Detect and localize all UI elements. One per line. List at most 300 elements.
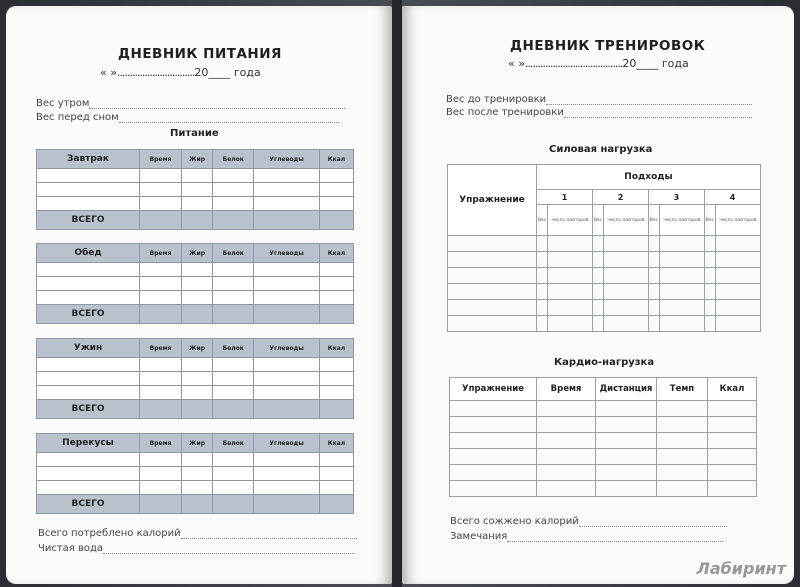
entry-cell[interactable] <box>659 236 704 252</box>
entry-cell[interactable] <box>182 372 213 386</box>
entry-cell[interactable] <box>604 284 649 300</box>
entry-cell[interactable] <box>448 252 537 268</box>
total-label: ВСЕГО <box>37 305 140 324</box>
entry-cell[interactable] <box>657 417 708 433</box>
total-cell[interactable] <box>140 400 182 419</box>
total-cell[interactable] <box>213 495 254 514</box>
entry-cell[interactable] <box>596 433 657 449</box>
cardio-entry-row[interactable] <box>450 401 757 417</box>
entry-cell[interactable] <box>319 372 353 386</box>
entry-cell[interactable] <box>254 277 320 291</box>
total-cell[interactable] <box>140 211 182 230</box>
total-cell[interactable] <box>182 400 213 419</box>
meal-total-row <box>37 400 354 419</box>
entry-cell[interactable] <box>715 236 760 252</box>
column-header: Углеводы <box>254 150 320 169</box>
entry-cell[interactable] <box>715 268 760 284</box>
entry-cell[interactable] <box>537 401 596 417</box>
meal-total-row <box>37 211 354 230</box>
entry-cell[interactable] <box>254 169 320 183</box>
entry-cell[interactable] <box>604 316 649 332</box>
entry-cell[interactable] <box>319 277 353 291</box>
entry-cell[interactable] <box>448 300 537 316</box>
nutrition-diary-page <box>6 6 392 584</box>
field-label: Замечания <box>450 531 508 542</box>
entry-cell[interactable] <box>140 169 182 183</box>
meal-entry-row[interactable] <box>37 263 354 277</box>
entry-cell[interactable] <box>254 453 320 467</box>
set-number: 4 <box>704 190 760 205</box>
date-line: « ».......................................20____ года <box>508 57 689 70</box>
column-header: Ккал <box>319 434 353 453</box>
weight-before-sleep-field[interactable] <box>36 112 339 123</box>
total-cell[interactable] <box>319 305 353 324</box>
cardio-heading: Кардио-нагрузка <box>554 357 655 368</box>
date-line: « »...............................20____ года <box>100 66 261 79</box>
meal-total-row <box>37 495 354 514</box>
entry-cell[interactable] <box>140 481 182 495</box>
entry-cell[interactable] <box>213 358 254 372</box>
entry-cell[interactable] <box>254 358 320 372</box>
burned-calories-field[interactable] <box>450 516 727 527</box>
entry-cell[interactable] <box>448 268 537 284</box>
date-year: 20 <box>622 57 637 70</box>
entry-cell[interactable] <box>182 197 213 211</box>
entry-cell[interactable] <box>182 358 213 372</box>
labirint-watermark: Лабиринт <box>696 559 786 578</box>
column-header: Время <box>140 339 182 358</box>
entry-cell[interactable] <box>37 263 140 277</box>
entry-cell[interactable] <box>648 236 659 252</box>
entry-cell[interactable] <box>708 481 757 497</box>
entry-cell[interactable] <box>708 417 757 433</box>
date-suffix: года <box>233 66 261 79</box>
entry-cell[interactable] <box>37 183 140 197</box>
meal-entry-row[interactable] <box>37 277 354 291</box>
entry-cell[interactable] <box>596 465 657 481</box>
page-title: ДНЕВНИК ПИТАНИЯ <box>118 46 282 62</box>
entry-cell[interactable] <box>548 268 593 284</box>
field-line <box>103 543 355 554</box>
entry-cell[interactable] <box>213 183 254 197</box>
meal-entry-row[interactable] <box>37 169 354 183</box>
date-dots: ............................... <box>116 66 195 79</box>
column-header: Жир <box>182 339 213 358</box>
entry-cell[interactable] <box>537 284 548 300</box>
entry-cell[interactable] <box>604 252 649 268</box>
entry-cell[interactable] <box>140 467 182 481</box>
entry-cell[interactable] <box>537 236 548 252</box>
entry-cell[interactable] <box>715 284 760 300</box>
entry-cell[interactable] <box>659 300 704 316</box>
entry-cell[interactable] <box>537 316 548 332</box>
meal-name: Завтрак <box>37 150 140 169</box>
entry-cell[interactable] <box>537 465 596 481</box>
strength-table <box>447 164 761 332</box>
entry-cell[interactable] <box>659 316 704 332</box>
cardio-entry-row[interactable] <box>450 449 757 465</box>
entry-cell[interactable] <box>140 183 182 197</box>
column-header: Белок <box>213 150 254 169</box>
entry-cell[interactable] <box>254 197 320 211</box>
entry-cell[interactable] <box>715 252 760 268</box>
entry-cell[interactable] <box>140 358 182 372</box>
field-line <box>546 94 752 105</box>
total-cell[interactable] <box>213 211 254 230</box>
entry-cell[interactable] <box>140 453 182 467</box>
set-reps-subheader: число повторов <box>715 205 760 236</box>
meal-table <box>36 243 354 324</box>
meal-header-row <box>37 339 354 358</box>
entry-cell[interactable] <box>319 481 353 495</box>
entry-cell[interactable] <box>254 372 320 386</box>
entry-cell[interactable] <box>450 433 537 449</box>
entry-cell[interactable] <box>657 481 708 497</box>
date-quotes: « » <box>100 66 117 79</box>
total-cell[interactable] <box>213 400 254 419</box>
meal-table <box>36 338 354 419</box>
entry-cell[interactable] <box>537 481 596 497</box>
strength-entry-row[interactable] <box>448 316 761 332</box>
meal-table <box>36 433 354 514</box>
cardio-column-header: Ккал <box>708 378 757 401</box>
entry-cell[interactable] <box>648 268 659 284</box>
entry-cell[interactable] <box>548 316 593 332</box>
entry-cell[interactable] <box>140 197 182 211</box>
entry-cell[interactable] <box>37 467 140 481</box>
entry-cell[interactable] <box>182 263 213 277</box>
entry-cell[interactable] <box>182 481 213 495</box>
field-line <box>89 98 345 109</box>
column-header: Ккал <box>319 339 353 358</box>
column-header: Углеводы <box>254 434 320 453</box>
meal-entry-row[interactable] <box>37 183 354 197</box>
entry-cell[interactable] <box>213 277 254 291</box>
entry-cell[interactable] <box>704 284 715 300</box>
total-calories-field[interactable] <box>38 528 357 539</box>
field-line <box>181 528 357 539</box>
entry-cell[interactable] <box>450 449 537 465</box>
strength-entry-row[interactable] <box>448 236 761 252</box>
entry-cell[interactable] <box>704 316 715 332</box>
column-header: Время <box>140 244 182 263</box>
entry-cell[interactable] <box>254 183 320 197</box>
page-title: ДНЕВНИК ТРЕНИРОВОК <box>510 38 706 54</box>
entry-cell[interactable] <box>37 277 140 291</box>
book-spine <box>392 0 402 587</box>
set-weight-subheader: Вес <box>704 205 715 236</box>
strength-entry-row[interactable] <box>448 252 761 268</box>
field-label: Всего потреблено калорий <box>38 528 181 539</box>
entry-cell[interactable] <box>448 284 537 300</box>
entry-cell[interactable] <box>182 453 213 467</box>
entry-cell[interactable] <box>254 386 320 400</box>
entry-cell[interactable] <box>140 291 182 305</box>
meal-header-row <box>37 434 354 453</box>
entry-cell[interactable] <box>182 386 213 400</box>
entry-cell[interactable] <box>715 316 760 332</box>
entry-cell[interactable] <box>254 263 320 277</box>
entry-cell[interactable] <box>37 169 140 183</box>
entry-cell[interactable] <box>450 417 537 433</box>
entry-cell[interactable] <box>319 358 353 372</box>
entry-cell[interactable] <box>659 252 704 268</box>
field-label: Вес перед сном <box>36 112 119 123</box>
entry-cell[interactable] <box>319 197 353 211</box>
entry-cell[interactable] <box>704 236 715 252</box>
total-cell[interactable] <box>254 495 320 514</box>
entry-cell[interactable] <box>708 433 757 449</box>
cardio-entry-row[interactable] <box>450 465 757 481</box>
weight-before-training-field[interactable] <box>446 94 752 105</box>
meal-name: Ужин <box>37 339 140 358</box>
total-cell[interactable] <box>319 495 353 514</box>
notes-field[interactable] <box>450 531 723 542</box>
entry-cell[interactable] <box>213 453 254 467</box>
entry-cell[interactable] <box>37 358 140 372</box>
total-label: ВСЕГО <box>37 400 140 419</box>
meal-entry-row[interactable] <box>37 386 354 400</box>
entry-cell[interactable] <box>592 236 603 252</box>
entry-cell[interactable] <box>659 268 704 284</box>
field-line <box>579 516 727 527</box>
strength-entry-row[interactable] <box>448 268 761 284</box>
entry-cell[interactable] <box>537 417 596 433</box>
entry-cell[interactable] <box>657 401 708 417</box>
cardio-entry-row[interactable] <box>450 417 757 433</box>
entry-cell[interactable] <box>537 449 596 465</box>
column-header: Жир <box>182 434 213 453</box>
entry-cell[interactable] <box>448 236 537 252</box>
entry-cell[interactable] <box>704 300 715 316</box>
entry-cell[interactable] <box>254 467 320 481</box>
field-label: Вес утром <box>36 98 90 109</box>
cardio-column-header: Время <box>537 378 596 401</box>
entry-cell[interactable] <box>537 252 548 268</box>
meal-total-row <box>37 305 354 324</box>
entry-cell[interactable] <box>548 252 593 268</box>
entry-cell[interactable] <box>592 300 603 316</box>
strength-entry-row[interactable] <box>448 300 761 316</box>
field-line <box>564 107 752 118</box>
entry-cell[interactable] <box>592 252 603 268</box>
entry-cell[interactable] <box>37 386 140 400</box>
strength-rows <box>448 236 761 332</box>
entry-cell[interactable] <box>548 300 593 316</box>
field-label: Вес до тренировки <box>446 94 547 105</box>
entry-cell[interactable] <box>704 252 715 268</box>
total-cell[interactable] <box>140 495 182 514</box>
set-reps-subheader: число повторов <box>548 205 593 236</box>
total-cell[interactable] <box>182 495 213 514</box>
entry-cell[interactable] <box>319 263 353 277</box>
entry-cell[interactable] <box>592 284 603 300</box>
set-reps-subheader: число повторов <box>659 205 704 236</box>
date-year: 20 <box>194 66 209 79</box>
entry-cell[interactable] <box>648 284 659 300</box>
set-reps-subheader: число повторов <box>604 205 649 236</box>
entry-cell[interactable] <box>37 453 140 467</box>
entry-cell[interactable] <box>254 291 320 305</box>
entry-cell[interactable] <box>213 169 254 183</box>
entry-cell[interactable] <box>450 401 537 417</box>
entry-cell[interactable] <box>657 449 708 465</box>
clean-water-field[interactable] <box>38 543 355 554</box>
set-number: 2 <box>592 190 648 205</box>
entry-cell[interactable] <box>213 291 254 305</box>
column-header: Углеводы <box>254 244 320 263</box>
column-header: Жир <box>182 150 213 169</box>
entry-cell[interactable] <box>319 467 353 481</box>
total-cell[interactable] <box>254 211 320 230</box>
total-label: ВСЕГО <box>37 495 140 514</box>
weight-after-training-field[interactable] <box>446 107 752 118</box>
field-line <box>119 112 339 123</box>
entry-cell[interactable] <box>537 300 548 316</box>
entry-cell[interactable] <box>604 268 649 284</box>
column-header: Время <box>140 434 182 453</box>
entry-cell[interactable] <box>319 291 353 305</box>
entry-cell[interactable] <box>657 465 708 481</box>
entry-cell[interactable] <box>450 465 537 481</box>
date-dots: ....................................... <box>524 57 623 70</box>
entry-cell[interactable] <box>596 481 657 497</box>
entry-cell[interactable] <box>254 481 320 495</box>
cardio-entry-row[interactable] <box>450 433 757 449</box>
entry-cell[interactable] <box>319 453 353 467</box>
entry-cell[interactable] <box>140 372 182 386</box>
date-quotes: « » <box>508 57 525 70</box>
entry-cell[interactable] <box>592 316 603 332</box>
cardio-column-header: Дистанция <box>596 378 657 401</box>
column-header: Ккал <box>319 244 353 263</box>
total-cell[interactable] <box>254 400 320 419</box>
meal-entry-row[interactable] <box>37 453 354 467</box>
entry-cell[interactable] <box>596 449 657 465</box>
entry-cell[interactable] <box>596 417 657 433</box>
entry-cell[interactable] <box>319 183 353 197</box>
entry-cell[interactable] <box>604 300 649 316</box>
meal-header-row <box>37 244 354 263</box>
entry-cell[interactable] <box>648 316 659 332</box>
cardio-entry-row[interactable] <box>450 481 757 497</box>
total-cell[interactable] <box>254 305 320 324</box>
entry-cell[interactable] <box>548 284 593 300</box>
entry-cell[interactable] <box>37 291 140 305</box>
training-diary-page <box>402 6 794 584</box>
field-label: Вес после тренировки <box>446 107 564 118</box>
entry-cell[interactable] <box>708 449 757 465</box>
entry-cell[interactable] <box>596 401 657 417</box>
total-cell[interactable] <box>319 400 353 419</box>
entry-cell[interactable] <box>657 433 708 449</box>
entry-cell[interactable] <box>648 300 659 316</box>
meal-entry-row[interactable] <box>37 197 354 211</box>
entry-cell[interactable] <box>140 386 182 400</box>
entry-cell[interactable] <box>659 284 704 300</box>
column-header: Белок <box>213 434 254 453</box>
entry-cell[interactable] <box>448 316 537 332</box>
meal-name: Перекусы <box>37 434 140 453</box>
entry-cell[interactable] <box>140 263 182 277</box>
entry-cell[interactable] <box>213 197 254 211</box>
nutrition-heading: Питание <box>170 128 219 139</box>
set-weight-subheader: Вес <box>537 205 548 236</box>
field-label: Всего сожжено калорий <box>450 516 579 527</box>
meal-entry-row[interactable] <box>37 467 354 481</box>
entry-cell[interactable] <box>319 386 353 400</box>
exercise-column-header: Упражнение <box>448 165 537 236</box>
entry-cell[interactable] <box>604 236 649 252</box>
entry-cell[interactable] <box>708 401 757 417</box>
column-header: Ккал <box>319 150 353 169</box>
total-cell[interactable] <box>213 305 254 324</box>
entry-cell[interactable] <box>548 236 593 252</box>
column-header: Белок <box>213 339 254 358</box>
meal-name: Обед <box>37 244 140 263</box>
entry-cell[interactable] <box>537 433 596 449</box>
date-suffix: года <box>661 57 689 70</box>
entry-cell[interactable] <box>213 481 254 495</box>
cardio-column-header: Темп <box>657 378 708 401</box>
entry-cell[interactable] <box>213 467 254 481</box>
entry-cell[interactable] <box>182 277 213 291</box>
strength-heading: Силовая нагрузка <box>549 144 653 155</box>
entry-cell[interactable] <box>213 372 254 386</box>
column-header: Жир <box>182 244 213 263</box>
meal-table <box>36 149 354 230</box>
entry-cell[interactable] <box>708 465 757 481</box>
set-number: 3 <box>648 190 704 205</box>
total-cell[interactable] <box>140 305 182 324</box>
field-label: Чистая вода <box>38 543 104 554</box>
field-line <box>507 531 723 542</box>
entry-cell[interactable] <box>182 467 213 481</box>
cardio-column-header: Упражнение <box>450 378 537 401</box>
set-weight-subheader: Вес <box>648 205 659 236</box>
entry-cell[interactable] <box>213 386 254 400</box>
entry-cell[interactable] <box>715 300 760 316</box>
meal-entry-row[interactable] <box>37 291 354 305</box>
total-cell[interactable] <box>182 305 213 324</box>
column-header: Время <box>140 150 182 169</box>
entry-cell[interactable] <box>213 263 254 277</box>
entry-cell[interactable] <box>319 169 353 183</box>
weight-morning-field[interactable] <box>36 98 345 109</box>
entry-cell[interactable] <box>37 372 140 386</box>
entry-cell[interactable] <box>592 268 603 284</box>
entry-cell[interactable] <box>704 268 715 284</box>
set-number: 1 <box>537 190 593 205</box>
meal-entry-row[interactable] <box>37 372 354 386</box>
entry-cell[interactable] <box>37 197 140 211</box>
entry-cell[interactable] <box>140 277 182 291</box>
entry-cell[interactable] <box>37 481 140 495</box>
entry-cell[interactable] <box>182 291 213 305</box>
column-header: Белок <box>213 244 254 263</box>
entry-cell[interactable] <box>537 268 548 284</box>
entry-cell[interactable] <box>648 252 659 268</box>
entry-cell[interactable] <box>182 169 213 183</box>
entry-cell[interactable] <box>450 481 537 497</box>
total-cell[interactable] <box>182 211 213 230</box>
meal-entry-row[interactable] <box>37 481 354 495</box>
strength-entry-row[interactable] <box>448 284 761 300</box>
entry-cell[interactable] <box>182 183 213 197</box>
set-weight-subheader: Вес <box>592 205 603 236</box>
meal-entry-row[interactable] <box>37 358 354 372</box>
total-cell[interactable] <box>319 211 353 230</box>
